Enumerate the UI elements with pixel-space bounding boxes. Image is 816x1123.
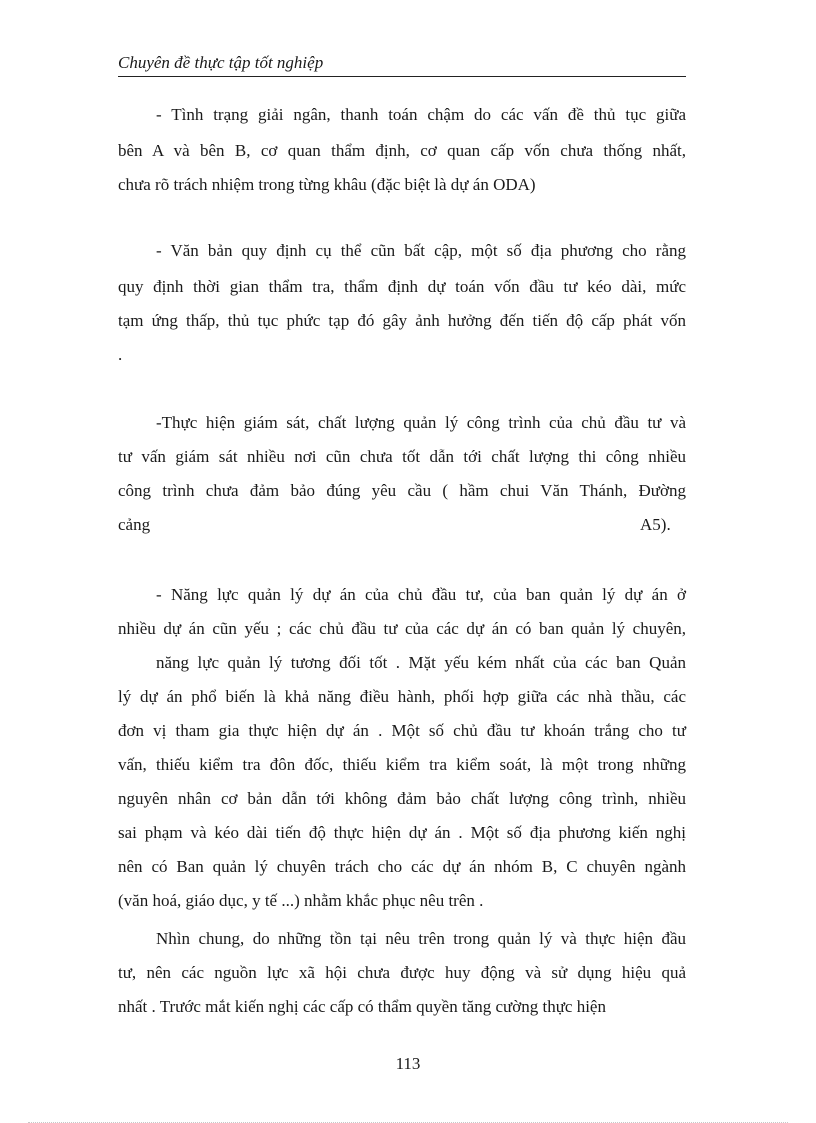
text-line: sai phạm và kéo dài tiến độ thực hiện dự án . Một số địa phương kiến nghị	[118, 823, 686, 842]
text-line: quy định thời gian thẩm tra, thẩm định dự toán vốn đầu tư kéo dài, mức	[118, 277, 686, 296]
text-line: -Thực hiện giám sát, chất lượng quản lý công trình của chủ đầu tư và	[156, 413, 686, 432]
text-line: .	[118, 345, 123, 364]
text-line: A5).	[640, 515, 671, 534]
text-line: - Năng lực quản lý dự án của chủ đầu tư, của ban quản lý dự án ở	[156, 585, 686, 604]
text-line: nhất . Trước mắt kiến nghị các cấp có thẩm quyền tăng cường thực hiện	[118, 997, 606, 1016]
text-line: vấn, thiếu kiểm tra đôn đốc, thiếu kiểm tra kiểm soát, là một trong những	[118, 755, 686, 774]
text-line: nhiều dự án cũn yếu ; các chủ đầu tư của các dự án có ban quản lý chuyên,	[118, 619, 686, 638]
text-line: nên có Ban quản lý chuyên trách cho các dự án nhóm B, C chuyên ngành	[118, 857, 686, 876]
text-line: tư vấn giám sát nhiều nơi cũn chưa tốt dẫn tới chất lượng thi công nhiều	[118, 447, 686, 466]
text-line: công trình chưa đảm bảo đúng yêu cầu ( hầm chui Văn Thánh, Đường	[118, 481, 686, 500]
text-line: - Tình trạng giải ngân, thanh toán chậm do các vấn đề thủ tục giữa	[156, 105, 686, 124]
text-line: chưa rõ trách nhiệm trong từng khâu (đặc biệt là dự án ODA)	[118, 175, 536, 194]
page-header: Chuyên đề thực tập tốt nghiệp	[118, 52, 686, 77]
text-line: (văn hoá, giáo dục, y tế ...) nhằm khắc phục nêu trên .	[118, 891, 484, 910]
text-line: bên A và bên B, cơ quan thẩm định, cơ quan cấp vốn chưa thống nhất,	[118, 141, 686, 160]
text-line: tạm ứng thấp, thủ tục phức tạp đó gây ảnh hưởng đến tiến độ cấp phát vốn	[118, 311, 686, 330]
text-line: - Văn bản quy định cụ thể cũn bất cập, một số địa phương cho rằng	[156, 241, 686, 260]
page-number: 113	[395, 1054, 421, 1073]
text-line: năng lực quản lý tương đối tốt . Mặt yếu kém nhất của các ban Quản	[156, 653, 686, 672]
text-line: tư, nên các nguồn lực xã hội chưa được huy động và sử dụng hiệu quả	[118, 963, 686, 982]
text-line: đơn vị tham gia thực hiện dự án . Một số chủ đầu tư khoán trắng cho tư	[118, 721, 686, 740]
text-line: lý dự án phổ biến là khả năng điều hành, phối hợp giữa các nhà thầu, các	[118, 687, 686, 706]
text-line: Nhìn chung, do những tồn tại nêu trên trong quản lý và thực hiện đầu	[156, 929, 686, 948]
text-line: cảng	[118, 515, 151, 534]
text-line: nguyên nhân cơ bản dẫn tới không đảm bảo chất lượng công trình, nhiều	[118, 789, 686, 808]
